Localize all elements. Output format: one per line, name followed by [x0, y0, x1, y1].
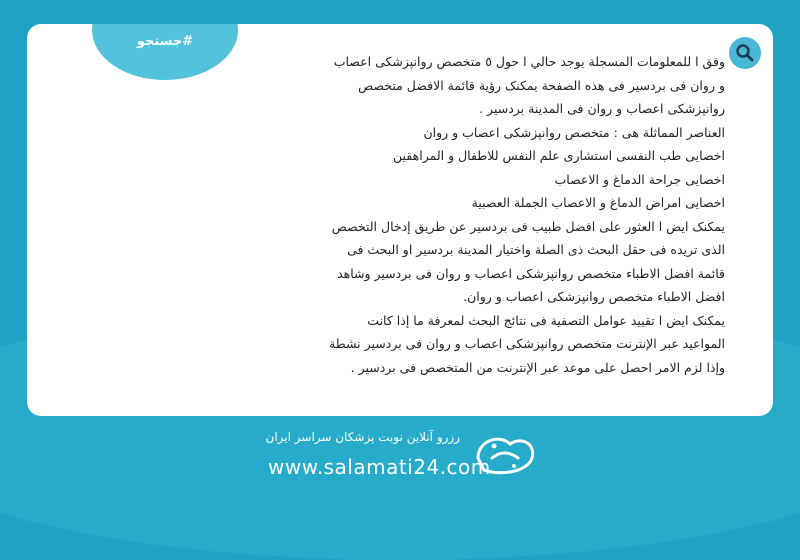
- paragraph-filter-tip: یمکنک ایض ا تقیید عوامل التصفیة فی نتائج البحث لمعرفة ما إذا کانت المواعید عبر الإنترنت متخصص روانپزشکی اعصاب و روان فی بردسیر نشطة وإذا لزم الامر احصل علی موعد عبر الإنترنت من المتخصص فی بردسیر .: [329, 312, 725, 375]
- search-button[interactable]: [729, 37, 761, 69]
- article-body: [325, 50, 725, 379]
- search-tag-shape: [92, 24, 238, 80]
- footer-tagline: رزرو آنلاین نوبت پزشکان سراسر ایران: [265, 430, 460, 444]
- paragraph-item: اخصایی جراحة الدماغ و الاعصاب: [554, 171, 725, 187]
- paragraph-similar: العناصر المماثلة هی : متخصص روانپزشکی اعصاب و روان: [423, 124, 725, 140]
- paragraph-item: اخصایی امراض الدماغ و الاعصاب الجملة العصبیة: [471, 195, 725, 210]
- search-tag-label[interactable]: #جستجو: [136, 34, 194, 49]
- paragraph-intro: وفق ا للمعلومات المسجلة يوجد حالي ا حول ٥ متخصص روانپزشکی اعصاب و روان فی بردسیر فی هذه الصفحة یمکنک رؤیة قائمة الافضل متخصص روانپزشکی اعصاب و روان فی المدینة بردسیر .: [333, 54, 725, 116]
- paragraph-search-tip: یمکنک ایض ا العثور علی افضل طبیب فی بردسیر عن طریق إدخال التخصص الذی تریده فی حقل البحث ذی الصلة واختیار المدینة بردسیر او البحث فی قائمة افضل الاطباء متخصص روانپزشکی اعصاب و روان فی بردسیر وشاهد افضل الاطباء متخصص روانپزشکی اعصاب و روان.: [331, 218, 725, 304]
- paragraph-item: اخصایی طب النفسی استشاری علم النفس للاطفال و المراهقین: [393, 148, 725, 163]
- search-icon: [735, 43, 755, 63]
- footer-url-link[interactable]: www.salamati24.com: [268, 455, 491, 479]
- content-card: [27, 24, 773, 416]
